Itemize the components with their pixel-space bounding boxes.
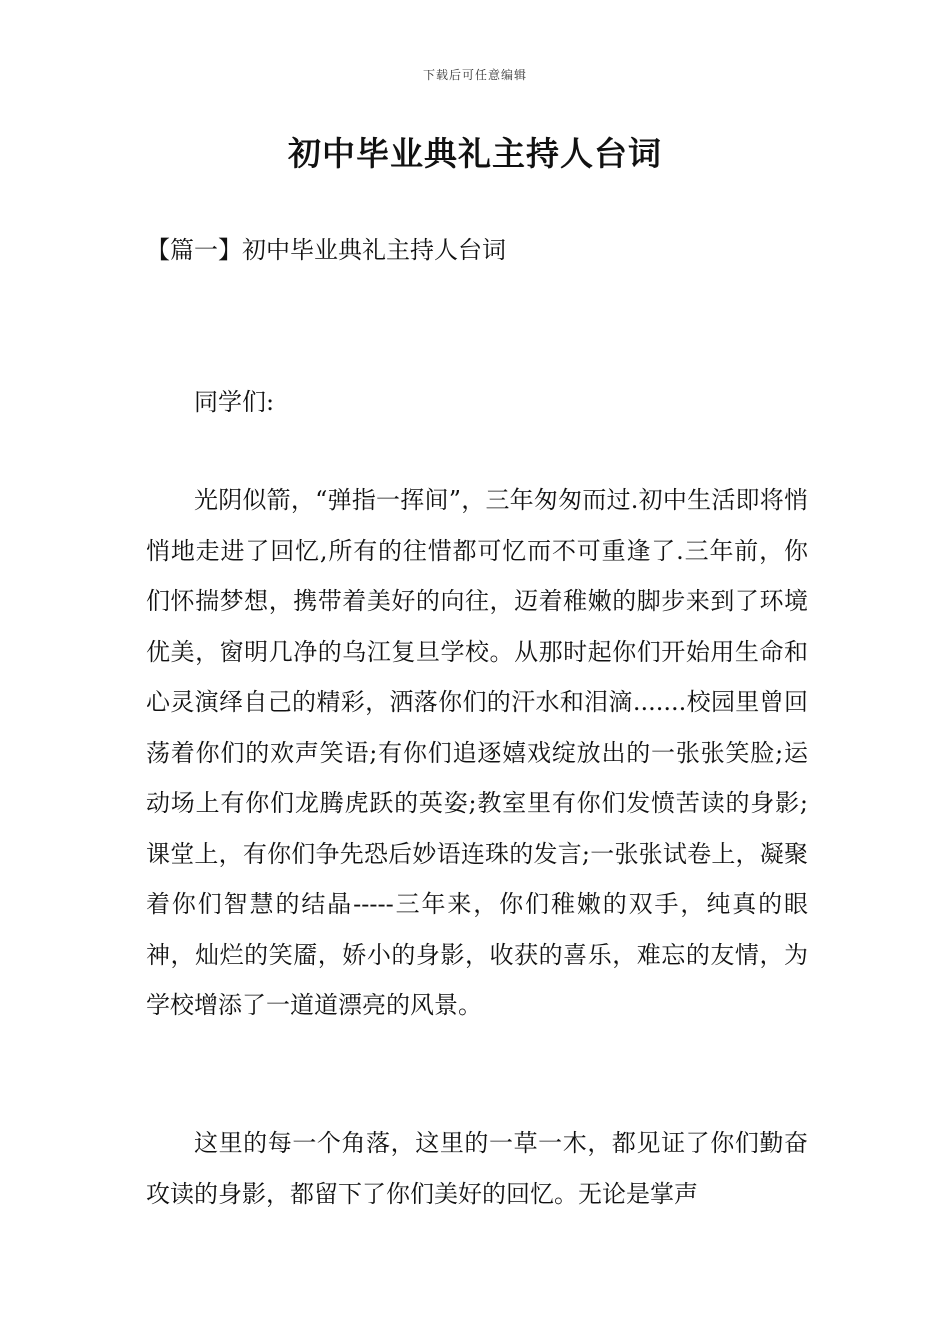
- paragraph: 光阴似箭，“弹指一挥间”，三年匆匆而过.初中生活即将悄悄地走进了回忆,所有的往惜都可忆而不可重逢了.三年前，你们怀揣梦想，携带着美好的向往，迈着稚嫩的脚步来到了环境优美，窗明几净的乌江复旦学校。从那时起你们开始用生命和心灵演绎自己的精彩，洒落你们的汗水和泪滴.......校园里曾回荡着你们的欢声笑语;有你们追逐嬉戏绽放出的一张张笑脸;运动场上有你们龙腾虎跃的英姿;教室里有你们发愤苦读的身影;课堂上，有你们争先恐后妙语连珠的发言;一张张试卷上，凝聚着你们智慧的结晶-----三年来，你们稚嫩的双手，纯真的眼神，灿烂的笑靥，娇小的身影，收获的喜乐，难忘的友情，为学校增添了一道道漂亮的风景。: [146, 486, 808, 1019]
- header-note: 下载后可任意编辑: [422, 68, 527, 82]
- section-heading: 【篇一】初中毕业典礼主持人台词: [146, 236, 506, 264]
- document-title: 初中毕业典礼主持人台词: [288, 134, 662, 173]
- paragraph: 这里的每一个角落，这里的一草一木，都见证了你们勤奋攻读的身影，都留下了你们美好的回忆。无论是掌声: [146, 1129, 808, 1208]
- salutation: 同学们:: [194, 388, 275, 416]
